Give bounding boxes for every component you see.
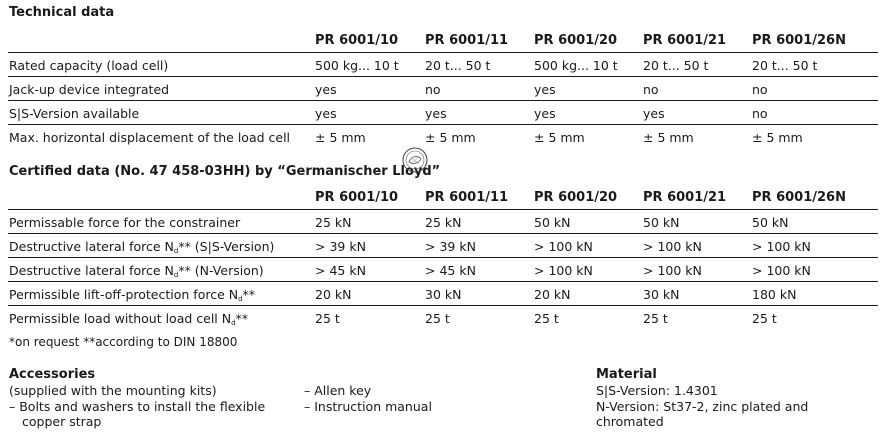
column-header: PR 6001/26N bbox=[752, 33, 846, 48]
table-cell: ± 5 mm bbox=[315, 130, 366, 145]
table-cell: 500 kg... 10 t bbox=[534, 58, 618, 73]
germanischer-lloyd-seal-icon bbox=[402, 147, 428, 173]
technical-data-table bbox=[8, 27, 878, 148]
table-cell: 25 kN bbox=[425, 215, 462, 230]
table-cell: 50 kN bbox=[534, 215, 571, 230]
row-label bbox=[9, 215, 240, 230]
row-label: Rated capacity (load cell) bbox=[9, 58, 169, 73]
accessories-item-manual: – Instruction manual bbox=[304, 399, 432, 414]
table-cell: 500 kg... 10 t bbox=[315, 58, 399, 73]
subscript: d bbox=[173, 271, 179, 279]
table-row bbox=[8, 234, 878, 258]
table-cell: > 100 kN bbox=[643, 263, 702, 278]
table-cell: > 100 kN bbox=[534, 263, 593, 278]
column-header: PR 6001/11 bbox=[425, 190, 509, 205]
table-cell: 20 kN bbox=[315, 287, 352, 302]
table-cell: > 45 kN bbox=[315, 263, 366, 278]
material-line-n: N-Version: St37-2, zinc plated and bbox=[596, 399, 809, 414]
table-header-row bbox=[8, 27, 878, 53]
certified-data-table bbox=[8, 184, 878, 329]
table-row bbox=[8, 282, 878, 306]
table-cell: yes bbox=[643, 106, 665, 121]
table-row bbox=[8, 101, 878, 125]
certified-data-title: Certified data (No. 47 458-03HH) by “Germanischer Lloyd” bbox=[9, 164, 441, 179]
table-cell: yes bbox=[315, 82, 337, 97]
column-header: PR 6001/20 bbox=[534, 33, 618, 48]
table-cell: 20 kN bbox=[534, 287, 571, 302]
table-cell: yes bbox=[534, 82, 556, 97]
subscript: d bbox=[231, 319, 236, 327]
accessories-item-bolts: – Bolts and washers to install the flexible bbox=[9, 399, 266, 414]
table-cell: 50 kN bbox=[643, 215, 680, 230]
table-cell: no bbox=[425, 82, 441, 97]
table-cell: ± 5 mm bbox=[643, 130, 694, 145]
table-row bbox=[8, 125, 878, 148]
footnote: *on request **according to DIN 18800 bbox=[9, 335, 238, 349]
table-cell: 25 t bbox=[752, 311, 777, 326]
column-header: PR 6001/11 bbox=[425, 33, 509, 48]
row-label-text: Permissible load without load cell N bbox=[9, 311, 232, 326]
row-label bbox=[9, 263, 264, 279]
row-label-text: Permissible lift-off-protection force N bbox=[9, 287, 239, 302]
row-label bbox=[9, 239, 274, 255]
table-cell: 180 kN bbox=[752, 287, 797, 302]
row-label: Max. horizontal displacement of the load cell bbox=[9, 130, 291, 145]
table-header-row bbox=[8, 184, 878, 210]
table-cell: > 39 kN bbox=[425, 239, 476, 254]
table-cell: 30 kN bbox=[425, 287, 462, 302]
table-cell: > 100 kN bbox=[752, 263, 811, 278]
subscript: d bbox=[173, 247, 179, 255]
row-label-suffix: ** bbox=[242, 287, 256, 302]
table-cell: 50 kN bbox=[752, 215, 789, 230]
row-label: S|S-Version available bbox=[9, 106, 140, 121]
table-cell: 25 t bbox=[534, 311, 559, 326]
table-cell: 25 t bbox=[315, 311, 340, 326]
table-cell: ± 5 mm bbox=[752, 130, 803, 145]
table-cell: no bbox=[643, 82, 659, 97]
column-header: PR 6001/20 bbox=[534, 190, 618, 205]
table-cell: 25 t bbox=[425, 311, 450, 326]
table-cell: 25 t bbox=[643, 311, 668, 326]
table-cell: > 100 kN bbox=[752, 239, 811, 254]
table-cell: yes bbox=[534, 106, 556, 121]
material-line-n-cont: chromated bbox=[596, 414, 664, 429]
row-label-text: Destructive lateral force N bbox=[9, 263, 174, 278]
table-cell: 30 kN bbox=[643, 287, 680, 302]
table-cell: > 100 kN bbox=[534, 239, 593, 254]
row-label: Jack-up device integrated bbox=[9, 82, 170, 97]
table-row bbox=[8, 53, 878, 77]
table-cell: 20 t... 50 t bbox=[425, 58, 491, 73]
accessories-note: (supplied with the mounting kits) bbox=[9, 383, 217, 398]
row-label-suffix: ** (N-Version) bbox=[178, 263, 264, 278]
table-cell: no bbox=[752, 82, 768, 97]
table-cell: > 100 kN bbox=[643, 239, 702, 254]
subscript: d bbox=[238, 295, 243, 303]
table-row bbox=[8, 258, 878, 282]
technical-data-title: Technical data bbox=[9, 5, 115, 20]
column-header: PR 6001/10 bbox=[315, 190, 399, 205]
row-label bbox=[9, 287, 255, 303]
table-cell: 20 t... 50 t bbox=[643, 58, 709, 73]
table-cell: 25 kN bbox=[315, 215, 352, 230]
column-header: PR 6001/21 bbox=[643, 190, 727, 205]
column-header: PR 6001/21 bbox=[643, 33, 727, 48]
table-cell: yes bbox=[425, 106, 447, 121]
row-label-suffix: ** (S|S-Version) bbox=[178, 239, 275, 254]
table-row bbox=[8, 210, 878, 234]
table-row bbox=[8, 77, 878, 101]
accessories-item-bolts-cont: copper strap bbox=[22, 414, 102, 429]
row-label-text: Destructive lateral force N bbox=[9, 239, 174, 254]
table-cell: ± 5 mm bbox=[425, 130, 476, 145]
row-label bbox=[9, 311, 248, 327]
table-cell: no bbox=[752, 106, 768, 121]
table-cell: yes bbox=[315, 106, 337, 121]
material-line-ss: S|S-Version: 1.4301 bbox=[596, 383, 718, 398]
row-label-suffix: ** bbox=[235, 311, 249, 326]
material-title: Material bbox=[596, 367, 657, 382]
table-row bbox=[8, 306, 878, 329]
accessories-item-allen-key: – Allen key bbox=[304, 383, 372, 398]
column-header: PR 6001/10 bbox=[315, 33, 399, 48]
table-cell: > 45 kN bbox=[425, 263, 476, 278]
row-label-text: Permissable force for the constrainer bbox=[9, 215, 241, 230]
accessories-title: Accessories bbox=[9, 367, 96, 382]
table-cell: > 39 kN bbox=[315, 239, 366, 254]
table-cell: ± 5 mm bbox=[534, 130, 585, 145]
column-header: PR 6001/26N bbox=[752, 190, 846, 205]
table-cell: 20 t... 50 t bbox=[752, 58, 818, 73]
